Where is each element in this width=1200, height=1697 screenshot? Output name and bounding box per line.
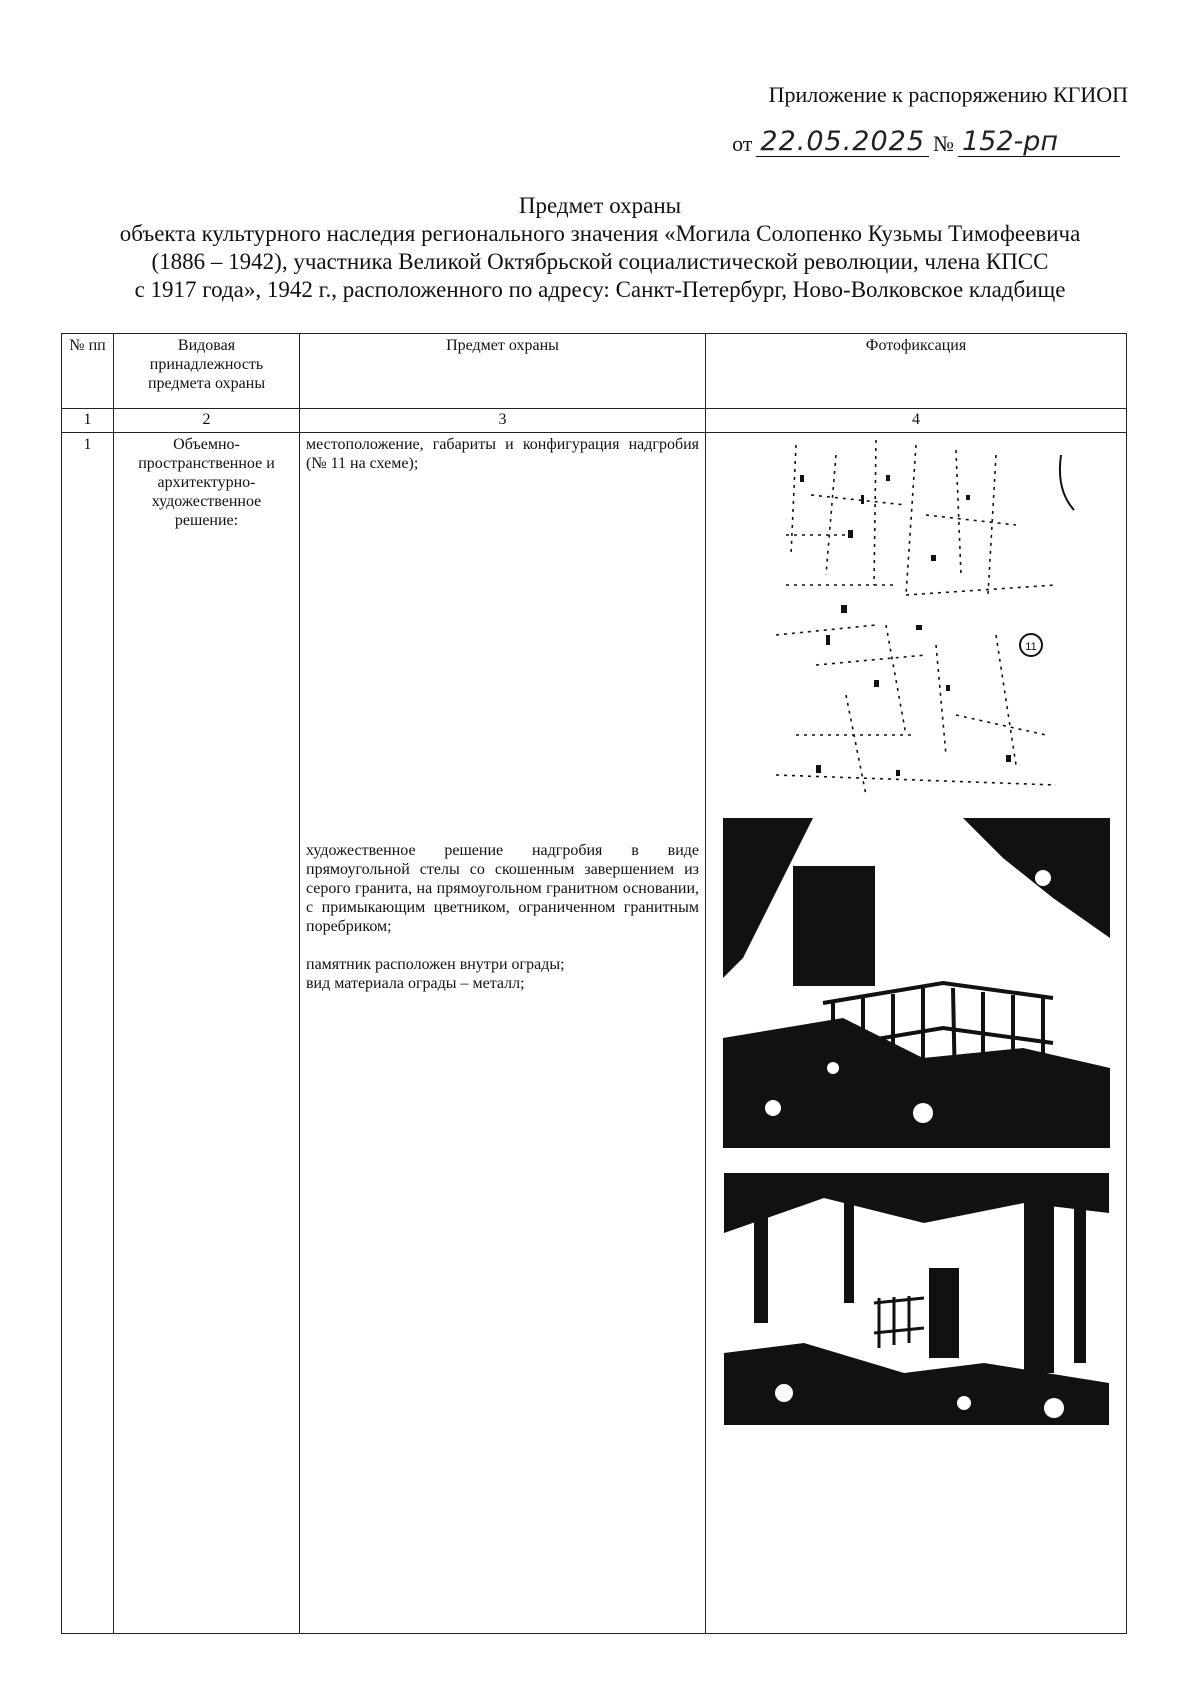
title-line-1: Предмет охраны bbox=[518, 193, 682, 218]
description-fence-material: вид материала ограды – металл; bbox=[306, 975, 525, 992]
row-photos bbox=[706, 433, 1127, 1634]
title-line-2: объекта культурного наследия регионального значения «Могила Солопенко Кузьмы Тимофеевича bbox=[119, 221, 1081, 246]
document-title bbox=[60, 192, 1140, 304]
grave-photo-fence bbox=[723, 818, 1110, 1148]
table-header-row bbox=[62, 334, 1127, 409]
description-location: местоположение, габариты и конфигурация надгробия (№ 11 на схеме); bbox=[306, 436, 699, 472]
title-line-3: (1886 – 1942), участника Великой Октябрьской социалистической революции, члена КПСС bbox=[151, 249, 1049, 274]
column-number: 1 bbox=[62, 409, 114, 433]
grave-marker-number: 11 bbox=[1025, 641, 1037, 653]
cemetery-scheme-map bbox=[756, 435, 1076, 810]
order-reference bbox=[728, 128, 1120, 157]
number-label: № bbox=[933, 131, 954, 156]
from-label: от bbox=[732, 131, 753, 156]
title-line-4: с 1917 года», 1942 г., расположенного по адресу: Санкт-Петербург, Ново-Волковское кладбище bbox=[134, 277, 1066, 302]
column-number: 3 bbox=[300, 409, 706, 433]
header-kind: Видовая принадлежность предмета охраны bbox=[114, 334, 300, 409]
order-date: 22.05.2025 bbox=[756, 128, 929, 157]
row-description bbox=[300, 433, 706, 1634]
header-number: № пп bbox=[62, 334, 114, 409]
grave-photo-distant bbox=[724, 1173, 1109, 1425]
protection-subject-table bbox=[61, 333, 1127, 1634]
header-subject: Предмет охраны bbox=[300, 334, 706, 409]
description-fence-position: памятник расположен внутри ограды; bbox=[306, 956, 565, 973]
column-number: 2 bbox=[114, 409, 300, 433]
header-photo: Фотофиксация bbox=[706, 334, 1127, 409]
description-art-solution: художественное решение надгробия в виде прямоугольной стелы со скошенным завершением из серого гранита, на прямоугольном гранитном основании, с примыкающим цветником, ограниченном гранитным поребриком; bbox=[306, 842, 699, 935]
order-number: 152-рп bbox=[958, 128, 1120, 157]
column-number: 4 bbox=[706, 409, 1127, 433]
table-row bbox=[62, 433, 1127, 1634]
appendix-title: Приложение к распоряжению КГИОП bbox=[768, 82, 1128, 107]
row-kind: Объемно-пространственное и архитектурно-художественное решение: bbox=[114, 433, 300, 1634]
column-number-row bbox=[62, 409, 1127, 433]
row-number: 1 bbox=[62, 433, 114, 1634]
